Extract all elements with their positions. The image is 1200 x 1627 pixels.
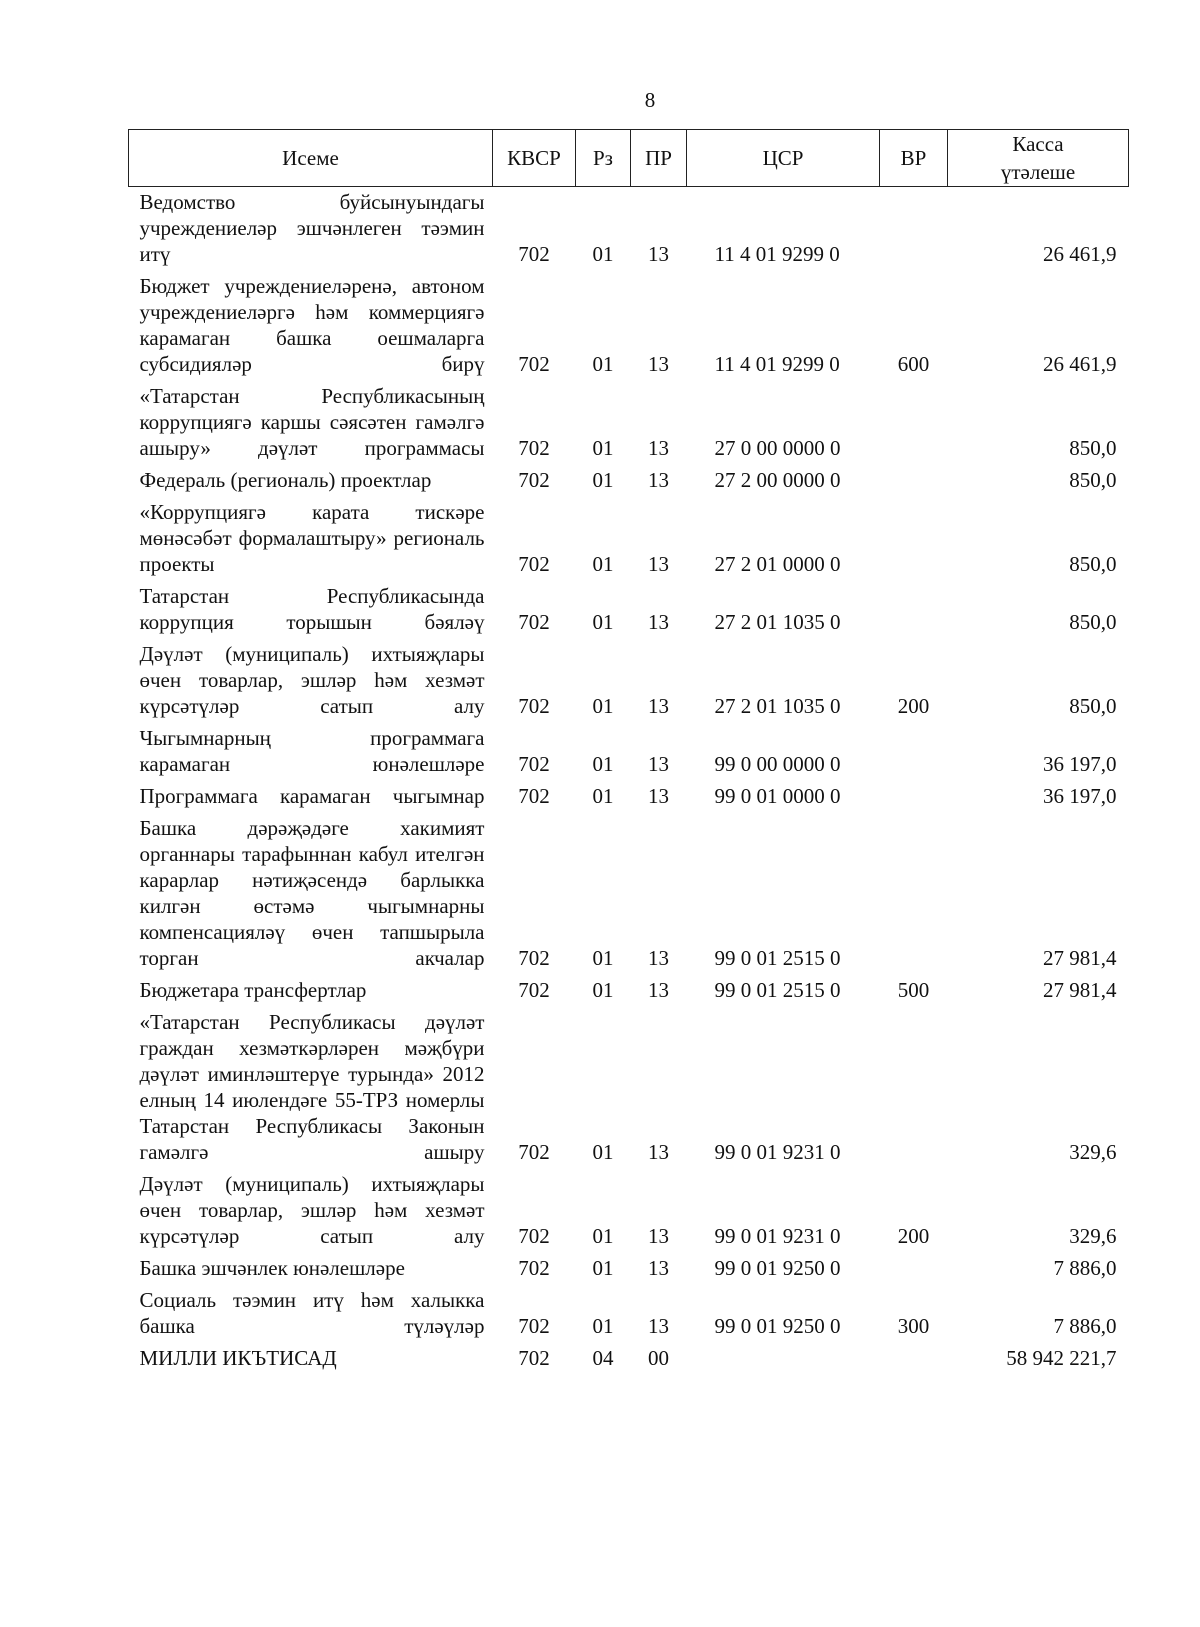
row-amount: 27 981,4 [1043, 946, 1117, 970]
table-row [129, 381, 1129, 465]
row-rz: 01 [592, 1314, 614, 1338]
row-pr: 13 [648, 436, 669, 460]
row-rz: 01 [592, 1256, 614, 1280]
row-name: «Татарстан Республикасы дәүләт граждан хезмәткәрләрен мәҗбүри дәүләт иминләштерүе турында» 2012 елның 14 июлендәге 55-ТРЗ номерлы Татарстан Республикасы Законын гамәлгә ашыру [139, 1010, 485, 1164]
table-row [129, 271, 1129, 381]
page-number: 8 [644, 88, 656, 112]
table-row [129, 187, 1129, 272]
row-name: МИЛЛИ ИКЪТИСАД [139, 1346, 337, 1370]
table-row [129, 639, 1129, 723]
row-vr [880, 813, 948, 975]
header-vr: ВР [880, 130, 948, 187]
row-kvsr: 702 [518, 978, 550, 1002]
table-row [129, 1343, 1129, 1375]
row-name: «Коррупциягә карата тискәре мөнәсәбәт формалаштыру» региональ проекты [139, 500, 485, 576]
row-csr [687, 1343, 880, 1375]
row-kvsr: 702 [518, 1140, 550, 1164]
table-row [129, 1285, 1129, 1343]
row-csr: 27 2 01 0000 0 [714, 552, 841, 576]
row-kvsr: 702 [518, 752, 550, 776]
row-csr: 27 2 01 1035 0 [714, 610, 841, 634]
row-amount: 850,0 [1069, 694, 1117, 718]
row-amount: 850,0 [1069, 436, 1117, 460]
row-rz: 01 [592, 784, 614, 808]
row-rz: 01 [592, 468, 614, 492]
row-rz: 01 [592, 610, 614, 634]
row-pr: 13 [648, 352, 669, 376]
row-pr: 13 [648, 694, 669, 718]
row-pr: 13 [648, 1314, 669, 1338]
row-rz: 04 [592, 1346, 614, 1370]
row-kvsr: 702 [518, 1224, 550, 1248]
row-kvsr: 702 [518, 468, 550, 492]
row-name: Бюджет учреждениеләренә, автоном учреждениеләргә һәм коммерциягә карамаган башка оешмаларга субсидияләр бирү [139, 274, 485, 376]
row-csr: 11 4 01 9299 0 [714, 242, 840, 266]
row-csr: 99 0 01 9231 0 [714, 1140, 841, 1164]
row-amount: 26 461,9 [1043, 352, 1117, 376]
header-kassa-line2: үтәлеше [1000, 160, 1076, 184]
header-rz: Рз [576, 130, 631, 187]
row-name: Ведомство буйсынуындагы учреждениеләр эшчәнлеген тәэмин итү [139, 190, 485, 266]
row-rz: 01 [592, 1224, 614, 1248]
row-vr: 200 [897, 1224, 930, 1248]
row-vr [880, 723, 948, 781]
row-pr: 00 [648, 1346, 669, 1370]
row-amount: 58 942 221,7 [1006, 1346, 1117, 1370]
row-rz: 01 [592, 352, 614, 376]
row-vr: 300 [897, 1314, 930, 1338]
table-row [129, 975, 1129, 1007]
row-kvsr: 702 [518, 242, 550, 266]
header-pr: ПР [631, 130, 687, 187]
row-kvsr: 702 [518, 1314, 550, 1338]
row-rz: 01 [592, 978, 614, 1002]
row-name: Социаль тәэмин итү һәм халыкка башка түләүләр [139, 1288, 485, 1338]
row-amount: 36 197,0 [1043, 784, 1117, 808]
row-vr [880, 1007, 948, 1169]
row-name: Бюджетара трансфертлар [139, 978, 367, 1002]
row-kvsr: 702 [518, 1346, 550, 1370]
row-pr: 13 [648, 978, 669, 1002]
table-row [129, 465, 1129, 497]
row-vr [880, 381, 948, 465]
row-pr: 13 [648, 552, 669, 576]
row-rz: 01 [592, 552, 614, 576]
row-pr: 13 [648, 242, 669, 266]
header-kassa [948, 130, 1129, 187]
row-kvsr: 702 [518, 552, 550, 576]
header-name: Исеме [129, 130, 493, 187]
row-vr [880, 1253, 948, 1285]
row-pr: 13 [648, 1256, 669, 1280]
row-amount: 850,0 [1069, 610, 1117, 634]
table-row [129, 723, 1129, 781]
header-kassa-line1: Касса [1012, 132, 1064, 156]
table-body [129, 187, 1129, 1376]
row-name: Татарстан Республикасында коррупция торышын бәяләү [139, 584, 485, 634]
row-pr: 13 [648, 468, 669, 492]
row-name: «Татарстан Республикасының коррупциягә каршы сәясәтен гамәлгә ашыру» дәүләт программасы [139, 384, 485, 460]
row-kvsr: 702 [518, 784, 550, 808]
row-kvsr: 702 [518, 610, 550, 634]
table-row [129, 497, 1129, 581]
row-csr: 99 0 01 2515 0 [714, 978, 841, 1002]
row-vr: 200 [897, 694, 930, 718]
header-kvsr: КВСР [493, 130, 576, 187]
row-pr: 13 [648, 752, 669, 776]
row-amount: 329,6 [1069, 1140, 1117, 1164]
row-csr: 27 2 01 1035 0 [714, 694, 841, 718]
budget-table [128, 129, 1129, 1375]
row-csr: 99 0 01 9250 0 [714, 1314, 841, 1338]
row-amount: 7 886,0 [1053, 1314, 1117, 1338]
header-csr: ЦСР [687, 130, 880, 187]
row-vr [880, 187, 948, 272]
table-header [129, 130, 1129, 187]
row-vr: 500 [897, 978, 930, 1002]
row-name: Чыгымнарның программага карамаган юнәлешләре [139, 726, 485, 776]
row-kvsr: 702 [518, 352, 550, 376]
row-amount: 850,0 [1069, 468, 1117, 492]
row-rz: 01 [592, 1140, 614, 1164]
row-name: Дәүләт (муниципаль) ихтыяҗлары өчен товарлар, эшләр һәм хезмәт күрсәтүләр сатып алу [139, 642, 485, 718]
row-csr: 99 0 01 2515 0 [714, 946, 841, 970]
row-amount: 36 197,0 [1043, 752, 1117, 776]
row-rz: 01 [592, 694, 614, 718]
row-vr: 600 [897, 352, 930, 376]
row-amount: 329,6 [1069, 1224, 1117, 1248]
row-name: Федераль (региональ) проектлар [139, 468, 432, 492]
row-csr: 99 0 01 9250 0 [714, 1256, 841, 1280]
row-csr: 27 0 00 0000 0 [714, 436, 841, 460]
row-pr: 13 [648, 1224, 669, 1248]
row-amount: 850,0 [1069, 552, 1117, 576]
table-row [129, 813, 1129, 975]
row-rz: 01 [592, 752, 614, 776]
row-name: Башка эшчәнлек юнәлешләре [139, 1256, 405, 1280]
row-vr [880, 581, 948, 639]
row-csr: 99 0 00 0000 0 [714, 752, 841, 776]
row-vr [880, 1343, 948, 1375]
row-csr: 99 0 01 9231 0 [714, 1224, 841, 1248]
row-rz: 01 [592, 436, 614, 460]
row-pr: 13 [648, 784, 669, 808]
row-kvsr: 702 [518, 694, 550, 718]
row-kvsr: 702 [518, 436, 550, 460]
row-vr [880, 465, 948, 497]
row-kvsr: 702 [518, 946, 550, 970]
row-amount: 27 981,4 [1043, 978, 1117, 1002]
row-pr: 13 [648, 946, 669, 970]
row-kvsr: 702 [518, 1256, 550, 1280]
row-name: Башка дәрәҗәдәге хакимият органнары тарафыннан кабул ителгән карарлар нәтиҗәсендә барлыкка килгән өстәмә чыгымнарны компенсацияләү өчен тапшырыла торган акчалар [139, 816, 485, 970]
table-row [129, 581, 1129, 639]
row-csr: 99 0 01 0000 0 [714, 784, 841, 808]
row-vr [880, 781, 948, 813]
row-rz: 01 [592, 242, 614, 266]
table-row [129, 1253, 1129, 1285]
table-row [129, 781, 1129, 813]
row-pr: 13 [648, 1140, 669, 1164]
row-amount: 26 461,9 [1043, 242, 1117, 266]
row-vr [880, 497, 948, 581]
row-name: Программага карамаган чыгымнар [139, 784, 485, 808]
table-row [129, 1169, 1129, 1253]
row-amount: 7 886,0 [1053, 1256, 1117, 1280]
row-name: Дәүләт (муниципаль) ихтыяҗлары өчен товарлар, эшләр һәм хезмәт күрсәтүләр сатып алу [139, 1172, 485, 1248]
row-csr: 27 2 00 0000 0 [714, 468, 841, 492]
table-row [129, 1007, 1129, 1169]
row-rz: 01 [592, 946, 614, 970]
row-csr: 11 4 01 9299 0 [714, 352, 840, 376]
row-pr: 13 [648, 610, 669, 634]
